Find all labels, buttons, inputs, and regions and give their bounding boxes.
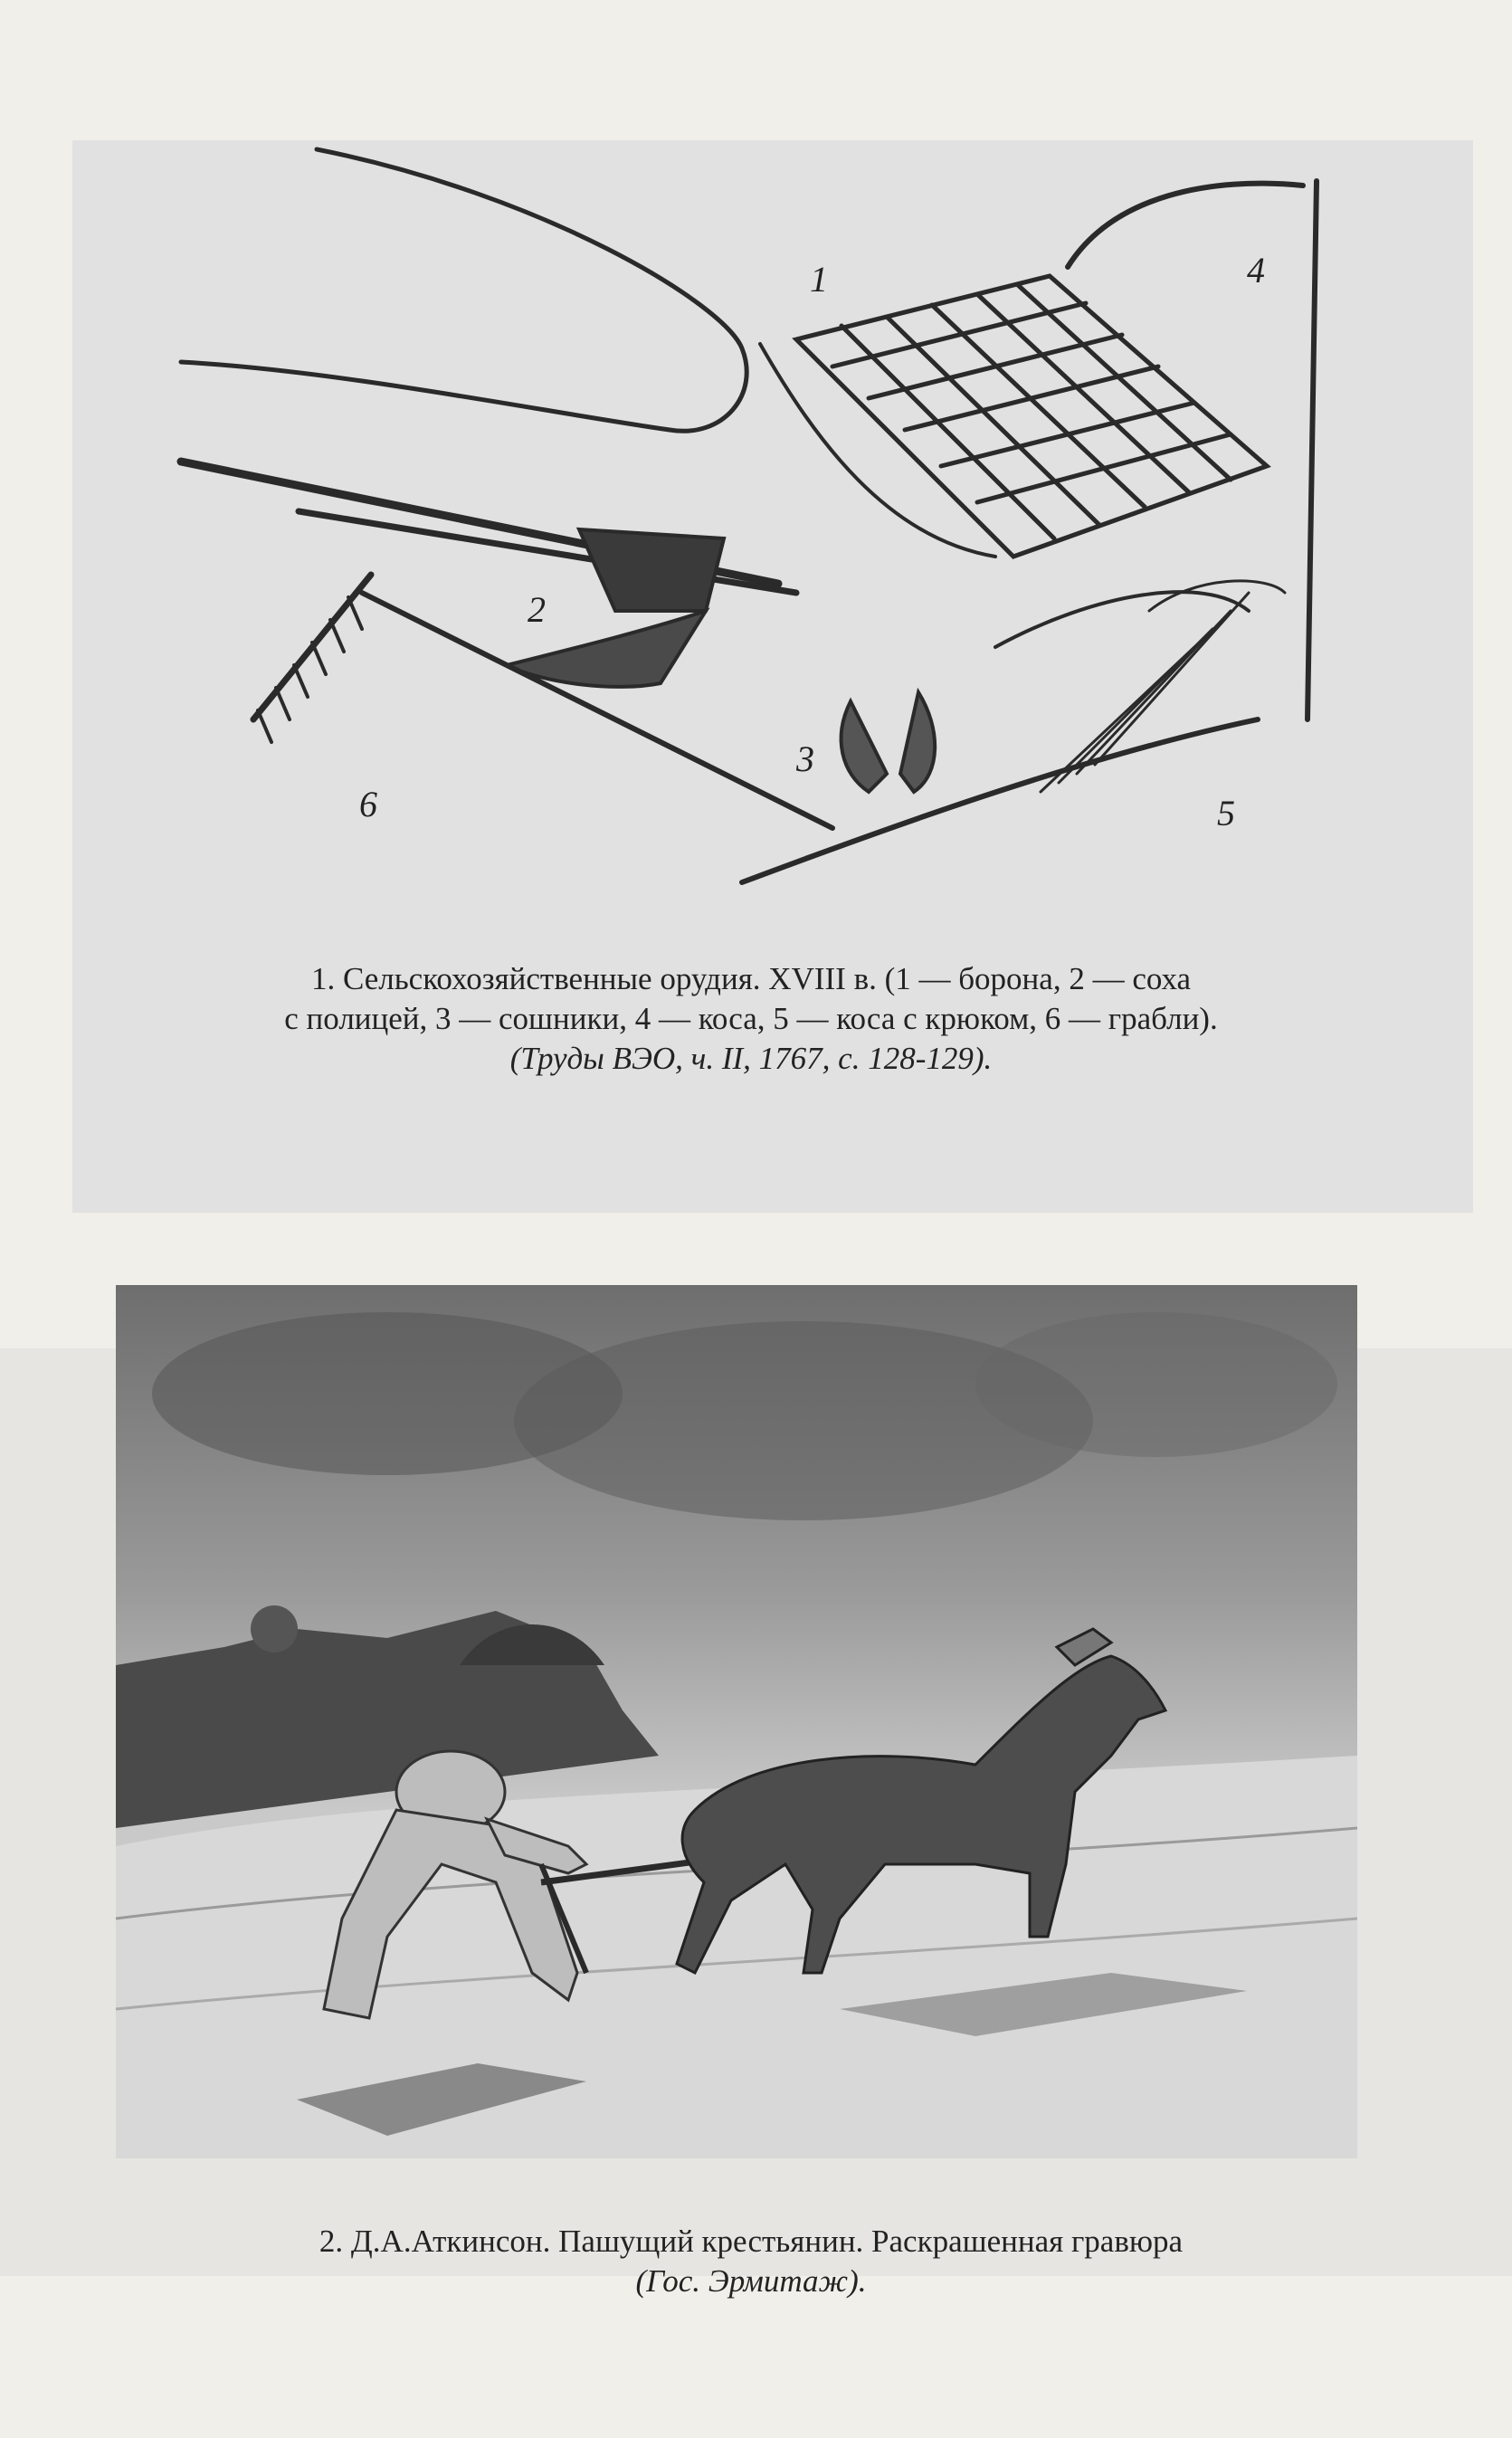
figure1-caption (109, 959, 1393, 1079)
harrow-grid (796, 276, 1267, 557)
tool-label-2: 2 (528, 589, 546, 630)
caption-source: (Труды ВЭО, ч. II, 1767, с. 128-129). (509, 1041, 993, 1076)
tool-label-6: 6 (359, 784, 377, 824)
figure2-caption (163, 2222, 1339, 2301)
tool-label-3: 3 (796, 738, 814, 779)
caption-line: 2. Д.А.Аткинсон. Пашущий крестьянин. Раскрашенная гравюра (319, 2224, 1184, 2259)
tool-label-4: 4 (1247, 250, 1265, 290)
caption-line: с полицей, 3 — сошники, 4 — коса, 5 — коса с крюком, 6 — грабли). (284, 1001, 1218, 1036)
caption-line: 1. Сельскохозяйственные орудия. XVIII в. (1 — борона, 2 — соха (310, 961, 1192, 996)
tool-label-5: 5 (1217, 793, 1235, 833)
caption-source: (Гос. Эрмитаж). (635, 2263, 867, 2299)
ploughing-peasant-engraving (116, 1285, 1357, 2158)
tool-label-1: 1 (810, 259, 828, 300)
